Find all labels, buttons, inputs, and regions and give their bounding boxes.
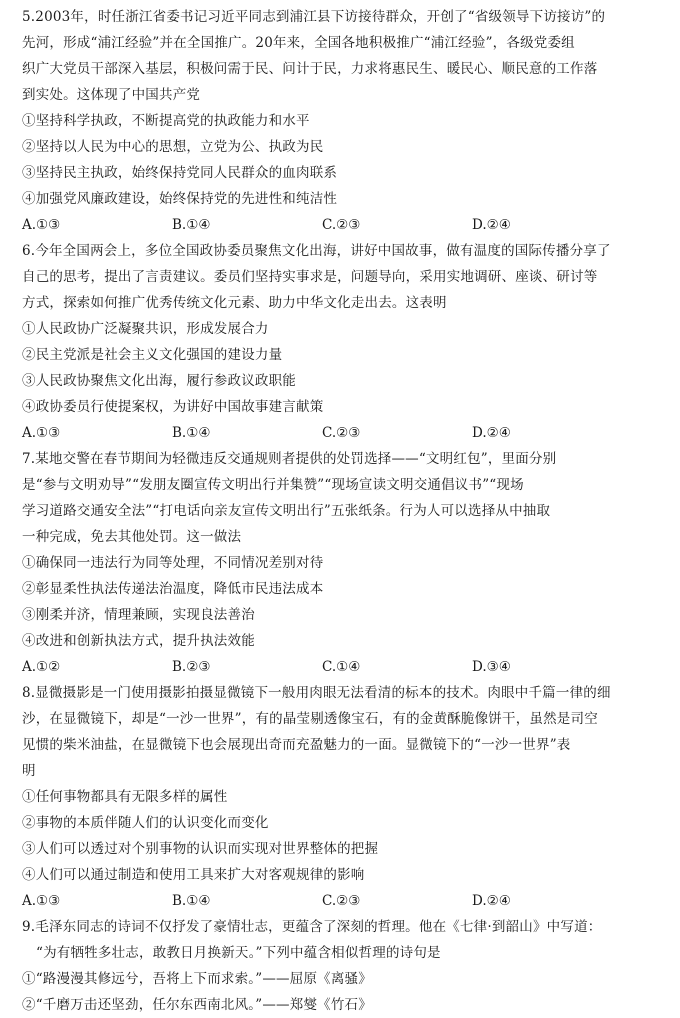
statement-option: ④政协委员行使提案权，为讲好中国故事建言献策 [22,399,324,415]
answer-choice-b: B.①④ [172,893,211,909]
statement-option: ①人民政协广泛凝聚共识，形成发展合力 [22,321,269,337]
statement-option: ①坚持科学执政，不断提高党的执政能力和水平 [22,113,310,129]
question-stem-line: 自己的思考，提出了言责建议。委员们坚持实事求是，问题导向，采用实地调研、座谈、研讨等 [22,269,598,285]
question-8 [22,680,658,914]
statement-option: ③刚柔并济，情理兼顾，实现良法善治 [22,607,255,623]
question-7 [22,446,658,680]
question-stem-line: 8.显微摄影是一门使用摄影拍摄显微镜下一般用肉眼无法看清的标本的技术。肉眼中千篇一律的细 [22,685,611,701]
question-stem-line: 9.毛泽东同志的诗词不仅抒发了豪情壮志，更蕴含了深刻的哲理。他在《七律·到韶山》中写道： [22,919,602,935]
question-stem-line: 是“参与文明劝导”“发朋友圈宣传文明出行并集赞”“现场宣读文明交通倡议书”“现场 [22,477,524,493]
answer-choices [22,888,658,914]
statement-option: ③人们可以透过对个别事物的认识而实现对世界整体的把握 [22,841,379,857]
statement-option: ③人民政协聚焦文化出海，履行参政议政职能 [22,373,296,389]
question-stem-line: 先河，形成“浦江经验”并在全国推广。20年来，全国各地积极推广“浦江经验”，各级党委组 [22,35,575,51]
answer-choice-d: D.②④ [472,893,511,909]
question-stem-line: 方式，探索如何推广优秀传统文化元素、助力中华文化走出去。这表明 [22,295,447,311]
statement-option: ①“路漫漫其修远兮，吾将上下而求索。”——屈原《离骚》 [22,971,372,987]
statement-option: ②民主党派是社会主义文化强国的建设力量 [22,347,283,363]
answer-choice-b: B.②③ [172,659,211,675]
question-stem-line: 学习道路交通安全法”“打电话向亲友宣传文明出行”五张纸条。行为人可以选择从中抽取 [22,503,551,519]
question-stem-line: 6.今年全国两会上，多位全国政协委员聚焦文化出海，讲好中国故事，做有温度的国际传播分享了 [22,243,611,259]
question-stem-line: 5.2003年，时任浙江省委书记习近平同志到浦江县下访接待群众，开创了“省级领导下访接访”的 [22,9,606,25]
question-stem-line: 织广大党员干部深入基层，积极问需于民、问计于民，力求将惠民生、暖民心、顺民意的工作落 [22,61,598,77]
answer-choice-d: D.③④ [472,659,511,675]
answer-choice-c: C.①④ [322,659,361,675]
statement-option: ④加强党风廉政建设，始终保持党的先进性和纯洁性 [22,191,338,207]
answer-choice-c: C.②③ [322,425,361,441]
question-stem-line: 到实处。这体现了中国共产党 [22,87,201,103]
answer-choice-c: C.②③ [322,217,361,233]
statement-option: ④人们可以通过制造和使用工具来扩大对客观规律的影响 [22,867,365,883]
answer-choice-c: C.②③ [322,893,361,909]
question-6 [22,238,658,446]
question-stem-line: 沙，在显微镜下，却是“一沙一世界”，有的晶莹剔透像宝石，有的金黄酥脆像饼干，虽然是司空 [22,711,598,727]
question-stem-line: 见惯的柴米油盐，在显微镜下也会展现出奇而充盈魅力的一面。显微镜下的“一沙一世界”表 [22,737,571,753]
statement-option: ②“千磨万击还坚劲，任尔东西南北风。”——郑燮《竹石》 [22,997,372,1013]
question-stem-line: 明 [22,763,36,779]
statement-option: ②坚持以人民为中心的思想，立党为公、执政为民 [22,139,324,155]
answer-choice-a: A.①③ [22,893,61,909]
statement-option: ②事物的本质伴随人们的认识变化而变化 [22,815,269,831]
answer-choice-d: D.②④ [472,425,511,441]
answer-choice-a: A.①③ [22,217,61,233]
answer-choice-d: D.②④ [472,217,511,233]
question-stem-line: 一种完成，免去其他处罚。这一做法 [22,529,242,545]
statement-option: ②彰显柔性执法传递法治温度，降低市民违法成本 [22,581,324,597]
answer-choice-a: A.①② [22,659,61,675]
question-stem-line: “为有牺牲多壮志，敢教日月换新天。”下列中蕴含相似哲理的诗句是 [36,945,441,961]
question-5 [22,4,658,238]
answer-choice-a: A.①③ [22,425,61,441]
answer-choices [22,654,658,680]
question-stem-line: 7.某地交警在春节期间为轻微违反交通规则者提供的处罚选择——“文明红包”，里面分别 [22,451,557,467]
statement-option: ③坚持民主执政，始终保持党同人民群众的血肉联系 [22,165,338,181]
answer-choice-b: B.①④ [172,217,211,233]
statement-option: ①确保同一违法行为同等处理，不同情况差别对待 [22,555,324,571]
question-9 [22,914,658,1018]
answer-choices [22,212,658,238]
statement-option: ④改进和创新执法方式，提升执法效能 [22,633,255,649]
statement-option: ①任何事物都具有无限多样的属性 [22,789,228,805]
answer-choice-b: B.①④ [172,425,211,441]
answer-choices [22,420,658,446]
